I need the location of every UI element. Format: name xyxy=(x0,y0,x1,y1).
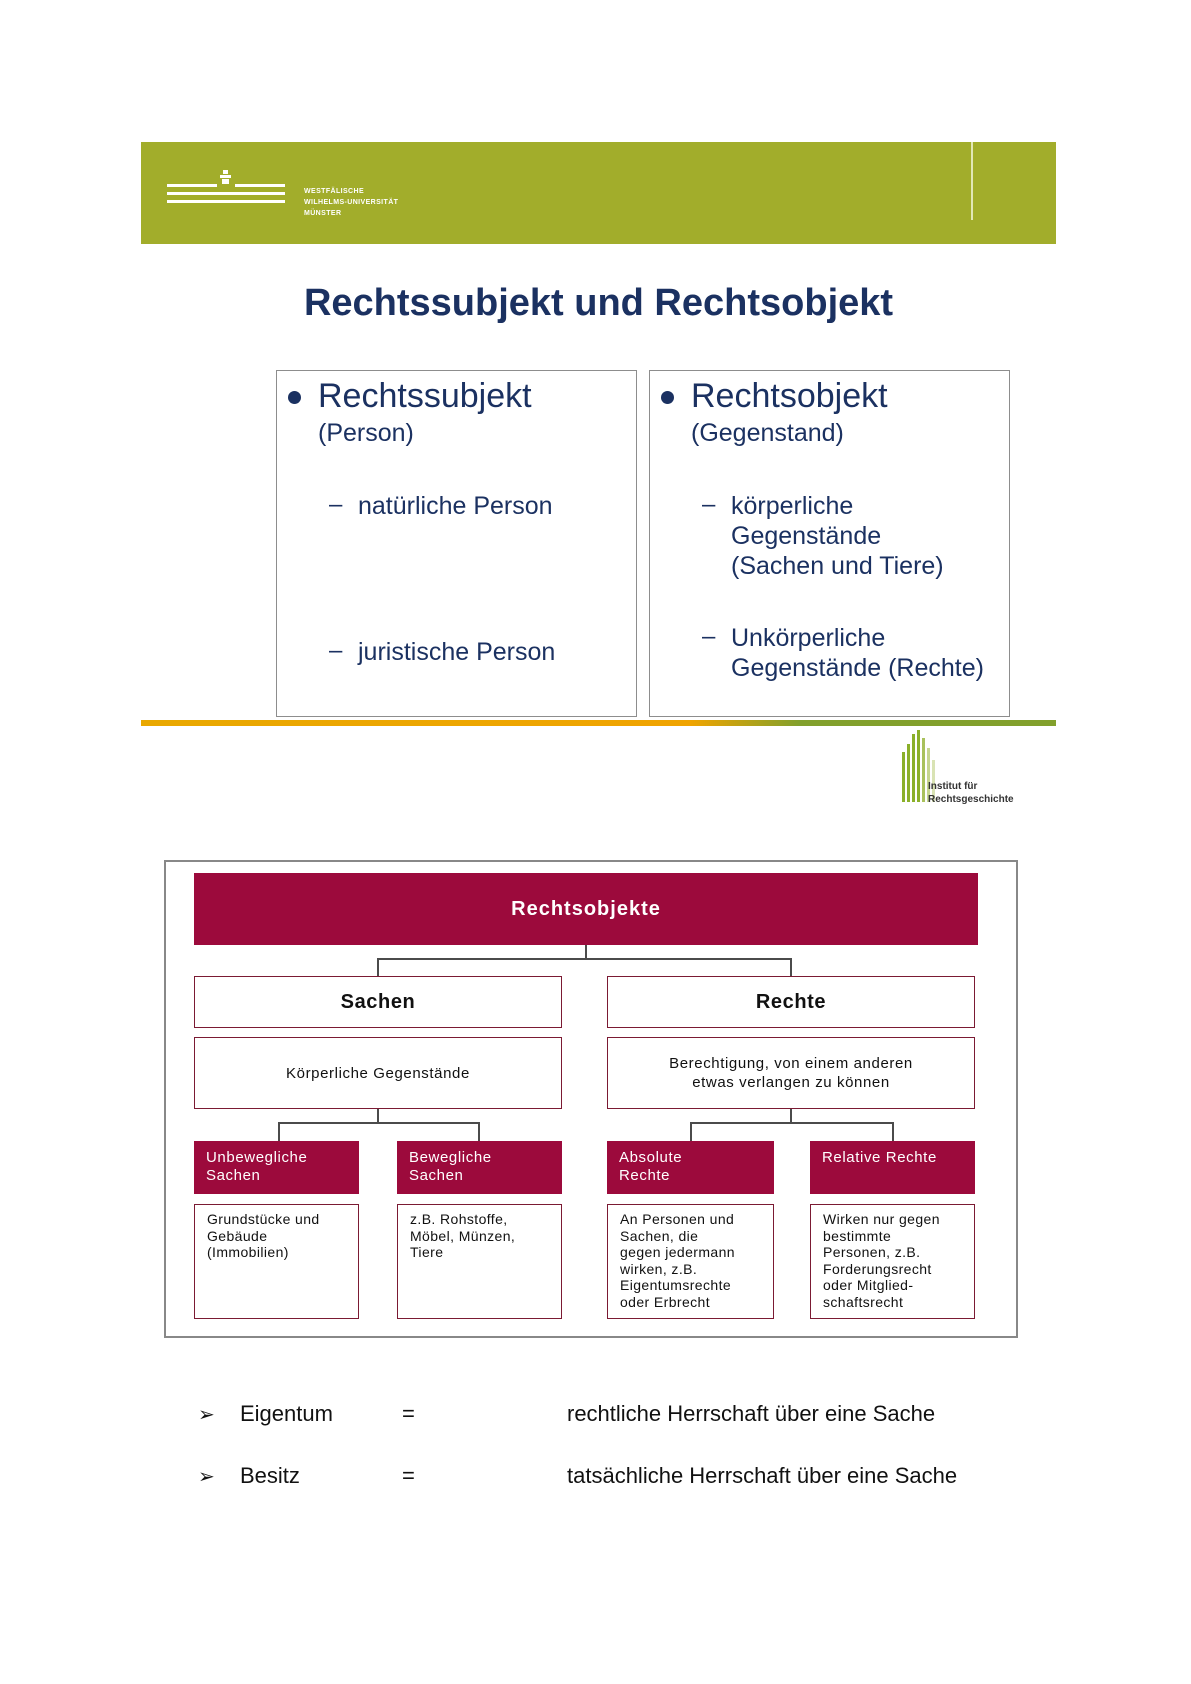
panel-subheading: (Person) xyxy=(318,419,414,447)
definition-text: tatsächliche Herrschaft über eine Sache xyxy=(567,1463,958,1488)
university-logo-icon xyxy=(167,164,299,224)
desc-bewegliche-sachen: z.B. Rohstoffe, Möbel, Münzen, Tiere xyxy=(397,1204,562,1319)
definition-term: Besitz xyxy=(240,1463,300,1488)
connector-line xyxy=(377,958,792,960)
connector-line xyxy=(892,1122,894,1141)
dash-icon: – xyxy=(329,491,343,518)
connector-line xyxy=(278,1122,480,1124)
desc-absolute-rechte: An Personen und Sachen, die gegen jedermann wirken, z.B. Eigentumsrechte oder Erbrecht xyxy=(607,1204,774,1319)
arrow-bullet-icon: ➢ xyxy=(198,1404,215,1426)
rechtssubjekt-panel xyxy=(276,370,637,717)
list-item: juristische Person xyxy=(358,638,556,666)
definition-equals: = xyxy=(402,1401,415,1426)
list-item: natürliche Person xyxy=(358,492,553,520)
node-relative-rechte: Relative Rechte xyxy=(810,1141,975,1194)
list-item: Unkörperliche Gegenstände (Rechte) xyxy=(731,624,984,682)
dash-icon: – xyxy=(329,637,343,664)
diagram-root-node: Rechtsobjekte xyxy=(194,873,978,945)
bullet-icon xyxy=(661,391,674,404)
institute-name: Institut für Rechtsgeschichte xyxy=(928,781,1014,805)
list-item: körperliche Gegenstände (Sachen und Tiere) xyxy=(731,492,944,580)
panel-heading: Rechtssubjekt xyxy=(318,377,532,415)
university-name: WESTFÄLISCHE WILHELMS-UNIVERSITÄT MÜNSTER xyxy=(304,188,399,217)
category-rechte: Rechte xyxy=(607,976,975,1028)
panel-subheading: (Gegenstand) xyxy=(691,419,844,447)
header-divider xyxy=(971,142,973,220)
definition-text: rechtliche Herrschaft über eine Sache xyxy=(567,1401,936,1426)
node-absolute-rechte: Absolute Rechte xyxy=(607,1141,774,1194)
definition-equals: = xyxy=(402,1463,415,1488)
connector-line xyxy=(377,958,379,976)
bullet-icon xyxy=(288,391,301,404)
connector-line xyxy=(690,1122,692,1141)
category-sachen: Sachen xyxy=(194,976,562,1028)
connector-line xyxy=(478,1122,480,1141)
connector-line xyxy=(585,945,587,959)
connector-line xyxy=(278,1122,280,1141)
panel-heading: Rechtsobjekt xyxy=(691,377,888,415)
connector-line xyxy=(790,1109,792,1123)
rechtsobjekt-panel xyxy=(649,370,1010,717)
arrow-bullet-icon: ➢ xyxy=(198,1466,215,1488)
slide-title: Rechtssubjekt und Rechtsobjekt xyxy=(303,282,894,324)
definition-term: Eigentum xyxy=(240,1401,333,1426)
dash-icon: – xyxy=(702,491,716,518)
sachen-description: Körperliche Gegenstände xyxy=(194,1037,562,1109)
node-bewegliche-sachen: Bewegliche Sachen xyxy=(397,1141,562,1194)
dash-icon: – xyxy=(702,623,716,650)
desc-unbewegliche-sachen: Grundstücke und Gebäude (Immobilien) xyxy=(194,1204,359,1319)
connector-line xyxy=(790,958,792,976)
connector-line xyxy=(377,1109,379,1123)
rechte-description: Berechtigung, von einem anderen etwas verlangen zu können xyxy=(607,1037,975,1109)
slide-footer-line xyxy=(141,720,1056,726)
connector-line xyxy=(690,1122,894,1124)
node-unbewegliche-sachen: Unbewegliche Sachen xyxy=(194,1141,359,1194)
slide-header xyxy=(141,142,1056,244)
desc-relative-rechte: Wirken nur gegen bestimmte Personen, z.B. Forderungsrecht oder Mitglied- schaftsrecht xyxy=(810,1204,975,1319)
